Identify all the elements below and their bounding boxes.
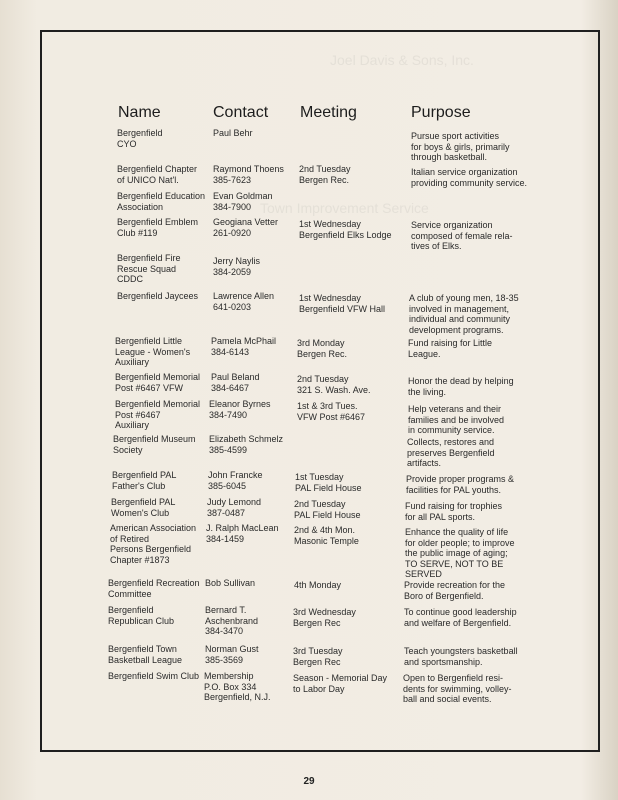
- org-contact: Paul Beland 384-6467: [211, 372, 260, 393]
- org-name: Bergenfield Republican Club: [108, 605, 175, 626]
- org-contact: Evan Goldman 384-7900: [213, 191, 273, 212]
- org-contact: Pamela McPhail 384-6143: [211, 336, 277, 357]
- header-meeting: Meeting: [300, 104, 357, 121]
- org-contact: Judy Lemond 387-0487: [207, 497, 262, 518]
- org-contact: Elizabeth Schmelz 385-4599: [209, 434, 284, 455]
- org-contact: Norman Gust 385-3569: [205, 644, 259, 665]
- org-contact: Paul Behr: [213, 128, 253, 138]
- org-contact: Lawrence Allen 641-0203: [213, 291, 275, 312]
- org-name: Bergenfield Education Association: [117, 191, 206, 212]
- org-contact: Geogiana Vetter 261-0920: [213, 217, 279, 238]
- org-name: Bergenfield Memorial Post #6467 Auxiliary: [115, 399, 201, 430]
- org-meeting: 4th Monday: [294, 580, 342, 590]
- org-contact: Bernard T. Aschenbrand 384-3470: [205, 605, 259, 636]
- org-name: Bergenfield Jaycees: [117, 291, 199, 301]
- org-meeting: 1st Wednesday Bergenfield VFW Hall: [299, 293, 386, 314]
- org-meeting: 3rd Tuesday Bergen Rec: [293, 646, 343, 667]
- org-purpose: Enhance the quality of life for older people; to improve the public image of aging; TO SERVE, NOT TO BE SERVED: [405, 527, 515, 579]
- org-name: Bergenfield Memorial Post #6467 VFW: [115, 372, 201, 393]
- org-contact: Jerry Naylis 384-2059: [213, 256, 261, 277]
- org-contact: Bob Sullivan: [205, 578, 256, 588]
- org-name: Bergenfield Swim Club: [108, 671, 200, 681]
- header-name: Name: [118, 104, 161, 121]
- org-name: Bergenfield Chapter of UNICO Nat'l.: [117, 164, 198, 185]
- org-purpose: Italian service organization providing community service.: [411, 167, 528, 188]
- org-name: Bergenfield Museum Society: [113, 434, 196, 455]
- org-name: Bergenfield Recreation Committee: [108, 578, 200, 599]
- org-meeting: 1st & 3rd Tues. VFW Post #6467: [297, 401, 366, 422]
- org-name: Bergenfield CYO: [117, 128, 163, 149]
- org-purpose: Fund raising for Little League.: [408, 338, 493, 359]
- org-purpose: Service organization composed of female rela- tives of Elks.: [411, 220, 513, 251]
- org-meeting: 2nd Tuesday PAL Field House: [294, 499, 361, 520]
- org-contact: J. Ralph MacLean 384-1459: [206, 523, 279, 544]
- page-number: 29: [303, 776, 315, 787]
- org-meeting: 2nd Tuesday 321 S. Wash. Ave.: [297, 374, 371, 395]
- org-meeting: 3rd Wednesday Bergen Rec: [293, 607, 356, 628]
- org-contact: Membership P.O. Box 334 Bergenfield, N.J.: [204, 671, 271, 702]
- org-name: Bergenfield Little League - Women's Auxiliary: [115, 336, 191, 367]
- org-meeting: 1st Wednesday Bergenfield Elks Lodge: [299, 219, 392, 240]
- org-name: Bergenfield Emblem Club #119: [117, 217, 199, 238]
- org-purpose: A club of young men, 18-35 involved in management, individual and community development programs.: [409, 293, 519, 335]
- org-purpose: Open to Bergenfield resi- dents for swimming, volley- ball and social events.: [403, 673, 512, 704]
- org-contact: Raymond Thoens 385-7623: [213, 164, 284, 185]
- org-purpose: Collects, restores and preserves Bergenfield artifacts.: [407, 437, 495, 468]
- org-purpose: Help veterans and their families and be involved in community service.: [408, 404, 505, 435]
- org-contact: John Francke 385-6045: [208, 470, 263, 491]
- org-purpose: Provide proper programs & facilities for PAL youths.: [406, 474, 515, 495]
- org-purpose: To continue good leadership and welfare of Bergenfield.: [404, 607, 517, 628]
- header-contact: Contact: [213, 104, 269, 121]
- org-purpose: Pursue sport activities for boys & girls, primarily through basketball.: [411, 131, 510, 162]
- org-purpose: Teach youngsters basketball and sportsmanship.: [404, 646, 518, 667]
- org-meeting: 3rd Monday Bergen Rec.: [297, 338, 348, 359]
- org-name: Bergenfield Town Basketball League: [108, 644, 183, 665]
- bleed-through-text: Joel Davis & Sons, Inc.: [330, 52, 474, 68]
- bleed-through-text: Town Improvement Service: [260, 200, 429, 216]
- org-name: American Association of Retired Persons Bergenfield Chapter #1873: [110, 523, 197, 565]
- org-name: Bergenfield PAL Women's Club: [111, 497, 176, 518]
- header-purpose: Purpose: [411, 104, 471, 121]
- org-meeting: 2nd & 4th Mon. Masonic Temple: [294, 525, 359, 546]
- org-purpose: Provide recreation for the Boro of Bergenfield.: [404, 580, 506, 601]
- org-meeting: 1st Tuesday PAL Field House: [295, 472, 362, 493]
- org-meeting: 2nd Tuesday Bergen Rec.: [299, 164, 351, 185]
- org-contact: Eleanor Byrnes 384-7490: [209, 399, 271, 420]
- org-name: Bergenfield PAL Father's Club: [112, 470, 177, 491]
- org-meeting: Season - Memorial Day to Labor Day: [293, 673, 388, 694]
- org-purpose: Fund raising for trophies for all PAL sports.: [405, 501, 503, 522]
- org-name: Bergenfield Fire Rescue Squad CDDC: [117, 253, 181, 284]
- org-purpose: Honor the dead by helping the living.: [408, 376, 514, 397]
